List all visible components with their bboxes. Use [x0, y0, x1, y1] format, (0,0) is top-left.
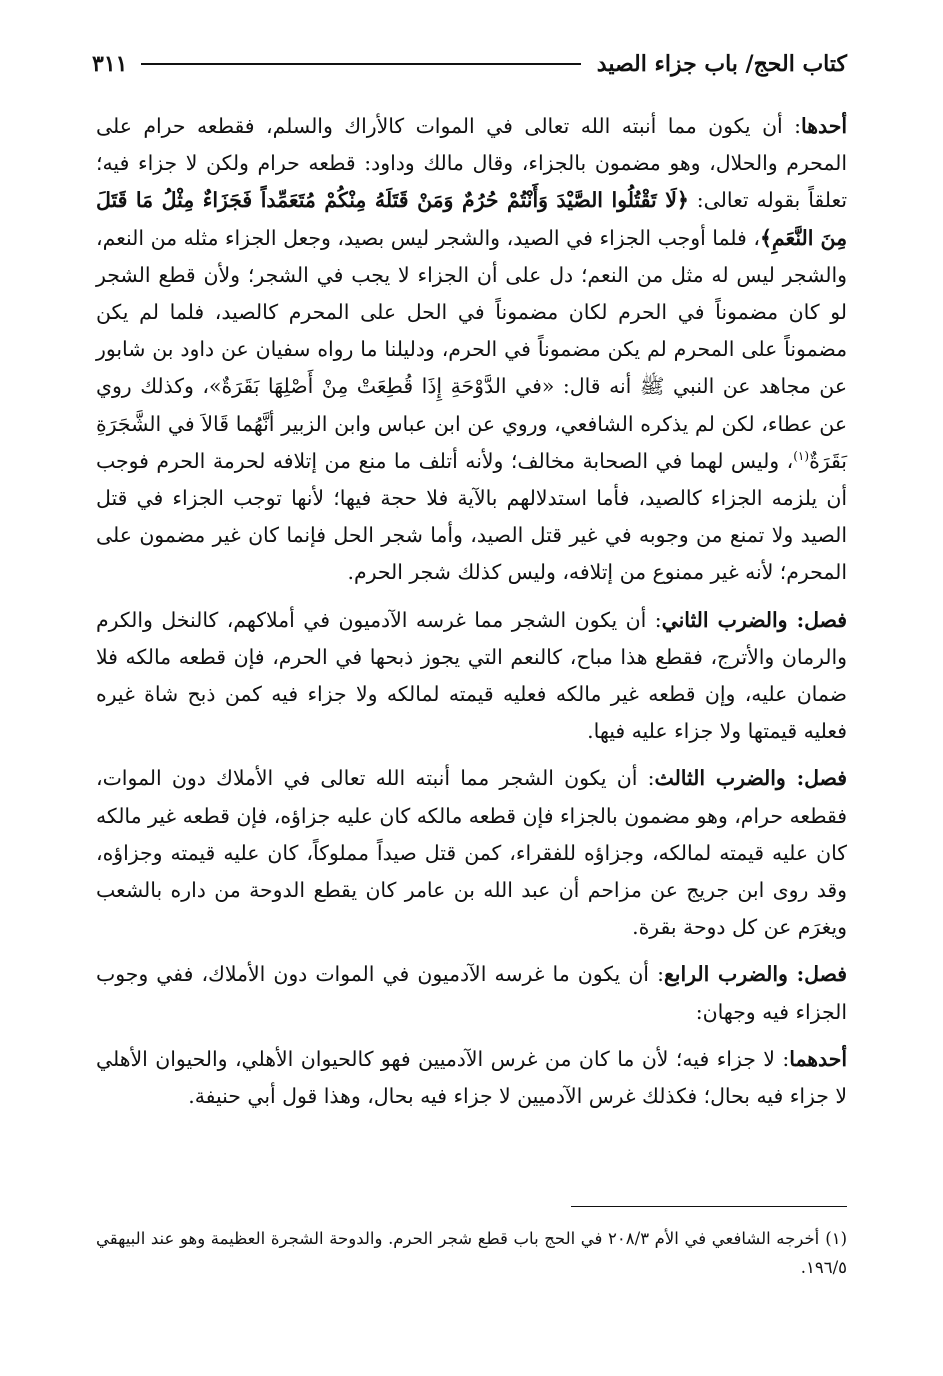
- header-rule: [141, 63, 580, 65]
- section-heading: فصل: والضرب الرابع: [663, 962, 847, 987]
- paragraph-text: : لا جزاء فيه؛ لأن ما كان من غرس الآدميين فهو كالحيوان الأهلي، والحيوان الأهلي لا جزاء فيه بحال؛ فكذلك غرس الآدميين لا جزاء فيه بحال، وهذا قول أبي حنيفة.: [96, 1046, 847, 1109]
- page-number: ٣١١: [92, 51, 128, 77]
- quran-verse: ﴿لَا تَقْتُلُوا الصَّيْدَ وَأَنْتُمْ حُرُمٌ وَمَنْ قَتَلَهُ مِنْكُمْ مُتَعَمِّداً فَجَزَاءٌ مِثْلُ مَا قَتَلَ مِنَ النَّعَمِ﴾: [96, 188, 847, 250]
- paragraph-fourth-type: [96, 956, 847, 1030]
- paragraph-first-view: [96, 1041, 847, 1115]
- running-header: [92, 44, 847, 84]
- hadith-quote: «في الدَّوْحَةِ إِذَا قُطِعَتْ مِنْ أَصْلِهَا بَقَرَةٌ»: [208, 374, 555, 399]
- paragraph-lead: أحدها: [801, 114, 847, 138]
- footnote-divider: [571, 1206, 847, 1207]
- paragraph-lead: أحدهما: [789, 1046, 847, 1071]
- footnote-number: (١): [825, 1229, 847, 1248]
- paragraph-text: : أن يكون ما غرسه الآدميون في الموات دون الأملاك، ففي وجوب الجزاء فيه وجهان:: [96, 962, 847, 1024]
- section-heading: فصل: والضرب الثاني: [661, 607, 847, 632]
- paragraph-text: ، وكذلك روي عن عطاء، لكن لم يذكره الشافعي، وروي عن ابن عباس وابن الزبير أنَّهُما قَالاَ في الشَّجَرَةِ بَقَرَةٌ: [96, 374, 847, 473]
- footnote-text: أخرجه الشافعي في الأم ٢٠٨/٣ في الحج باب قطع شجر الحرم. والدوحة الشجرة العظيمة وهو عند البيهقي ١٩٦/٥.: [96, 1229, 847, 1277]
- paragraph-first-type: [96, 108, 847, 592]
- paragraph-text: ، فلما أوجب الجزاء في الصيد، والشجر ليس بصيد، وجعل الجزاء مثله من النعم، والشجر ليس له مثل من النعم؛ دل على أن الجزاء لا يجب في الشجر؛ ولأن قطع الشجر لو كان مضموناً في الحرم لكان مضموناً في الحل على المحرم كالصيد، فلما لم يكن مضموناً على المحرم لم يكن مضموناً في الحرم، ودليلنا ما رواه سفيان عن داود بن شابور عن مجاهد عن النبي ﷺ أنه قال:: [96, 225, 847, 399]
- paragraph-text: : أن يكون الشجر مما غرسه الآدميون في أملاكهم، كالنخل والكرم والرمان والأترج، فقطع هذا مباح، كالنعم التي يجوز ذبحها في الحرم، فإن قطعه مالكه فلا ضمان عليه، وإن قطعه غير مالكه فعليه قيمته لمالكه ولا جزاء فيه كمن ذبح شاة غيره فعليه قيمتها ولا جزاء عليه فيها.: [96, 607, 847, 744]
- paragraph-text: : أن يكون مما أنبته الله تعالى في الموات كالأراك والسلم، فقطعه حرام على المحرم والحلال، وهو مضمون بالجزاء، وقال مالك وداود: قطعه حرام ولكن لا جزاء فيه؛ تعلقاً بقوله تعالى:: [96, 114, 847, 213]
- paragraph-third-type: [96, 760, 847, 946]
- footnote-reference[interactable]: (١): [793, 449, 810, 464]
- paragraph-text: : أن يكون الشجر مما أنبته الله تعالى في الأملاك دون الموات، فقطعه حرام، وهو مضمون بالجزاء فإن قطعه مالكه كان عليه جزاؤه، فإن قطعه غير مالكه كان عليه قيمته لمالكه، وجزاؤه للفقراء، كمن قتل صيداً مملوكاً، كان عليه قيمته وجزاؤه، وقد روى ابن جريج عن مزاحم أن عبد الله بن عامر كان يقطع الدوحة من داره بالشعب ويغرَم عن كل دوحة بقرة.: [96, 766, 847, 940]
- main-text: [96, 108, 847, 1125]
- footnote-item: [96, 1224, 847, 1282]
- paragraph-second-type: [96, 602, 847, 751]
- paragraph-text: ، وليس لهما في الصحابة مخالف؛ ولأنه أتلف ما منع من إتلافه لحرمة الحرم فوجب أن يلزمه الجزاء كالصيد، فأما استدلالهم بالآية فلا حجة فيها؛ لأنها توجب الجزاء في قتل الصيد ولا تمنع من وجوبه في غير قتل الصيد، وأما شجر الحل فإنما كان غير مضمون على المحرم؛ لأنه غير ممنوع من إتلافه، وليس كذلك شجر الحرم.: [96, 448, 847, 585]
- footnotes: [96, 1224, 847, 1282]
- header-title: كتاب الحج/ باب جزاء الصيد: [596, 51, 847, 77]
- section-heading: فصل: والضرب الثالث: [654, 766, 847, 791]
